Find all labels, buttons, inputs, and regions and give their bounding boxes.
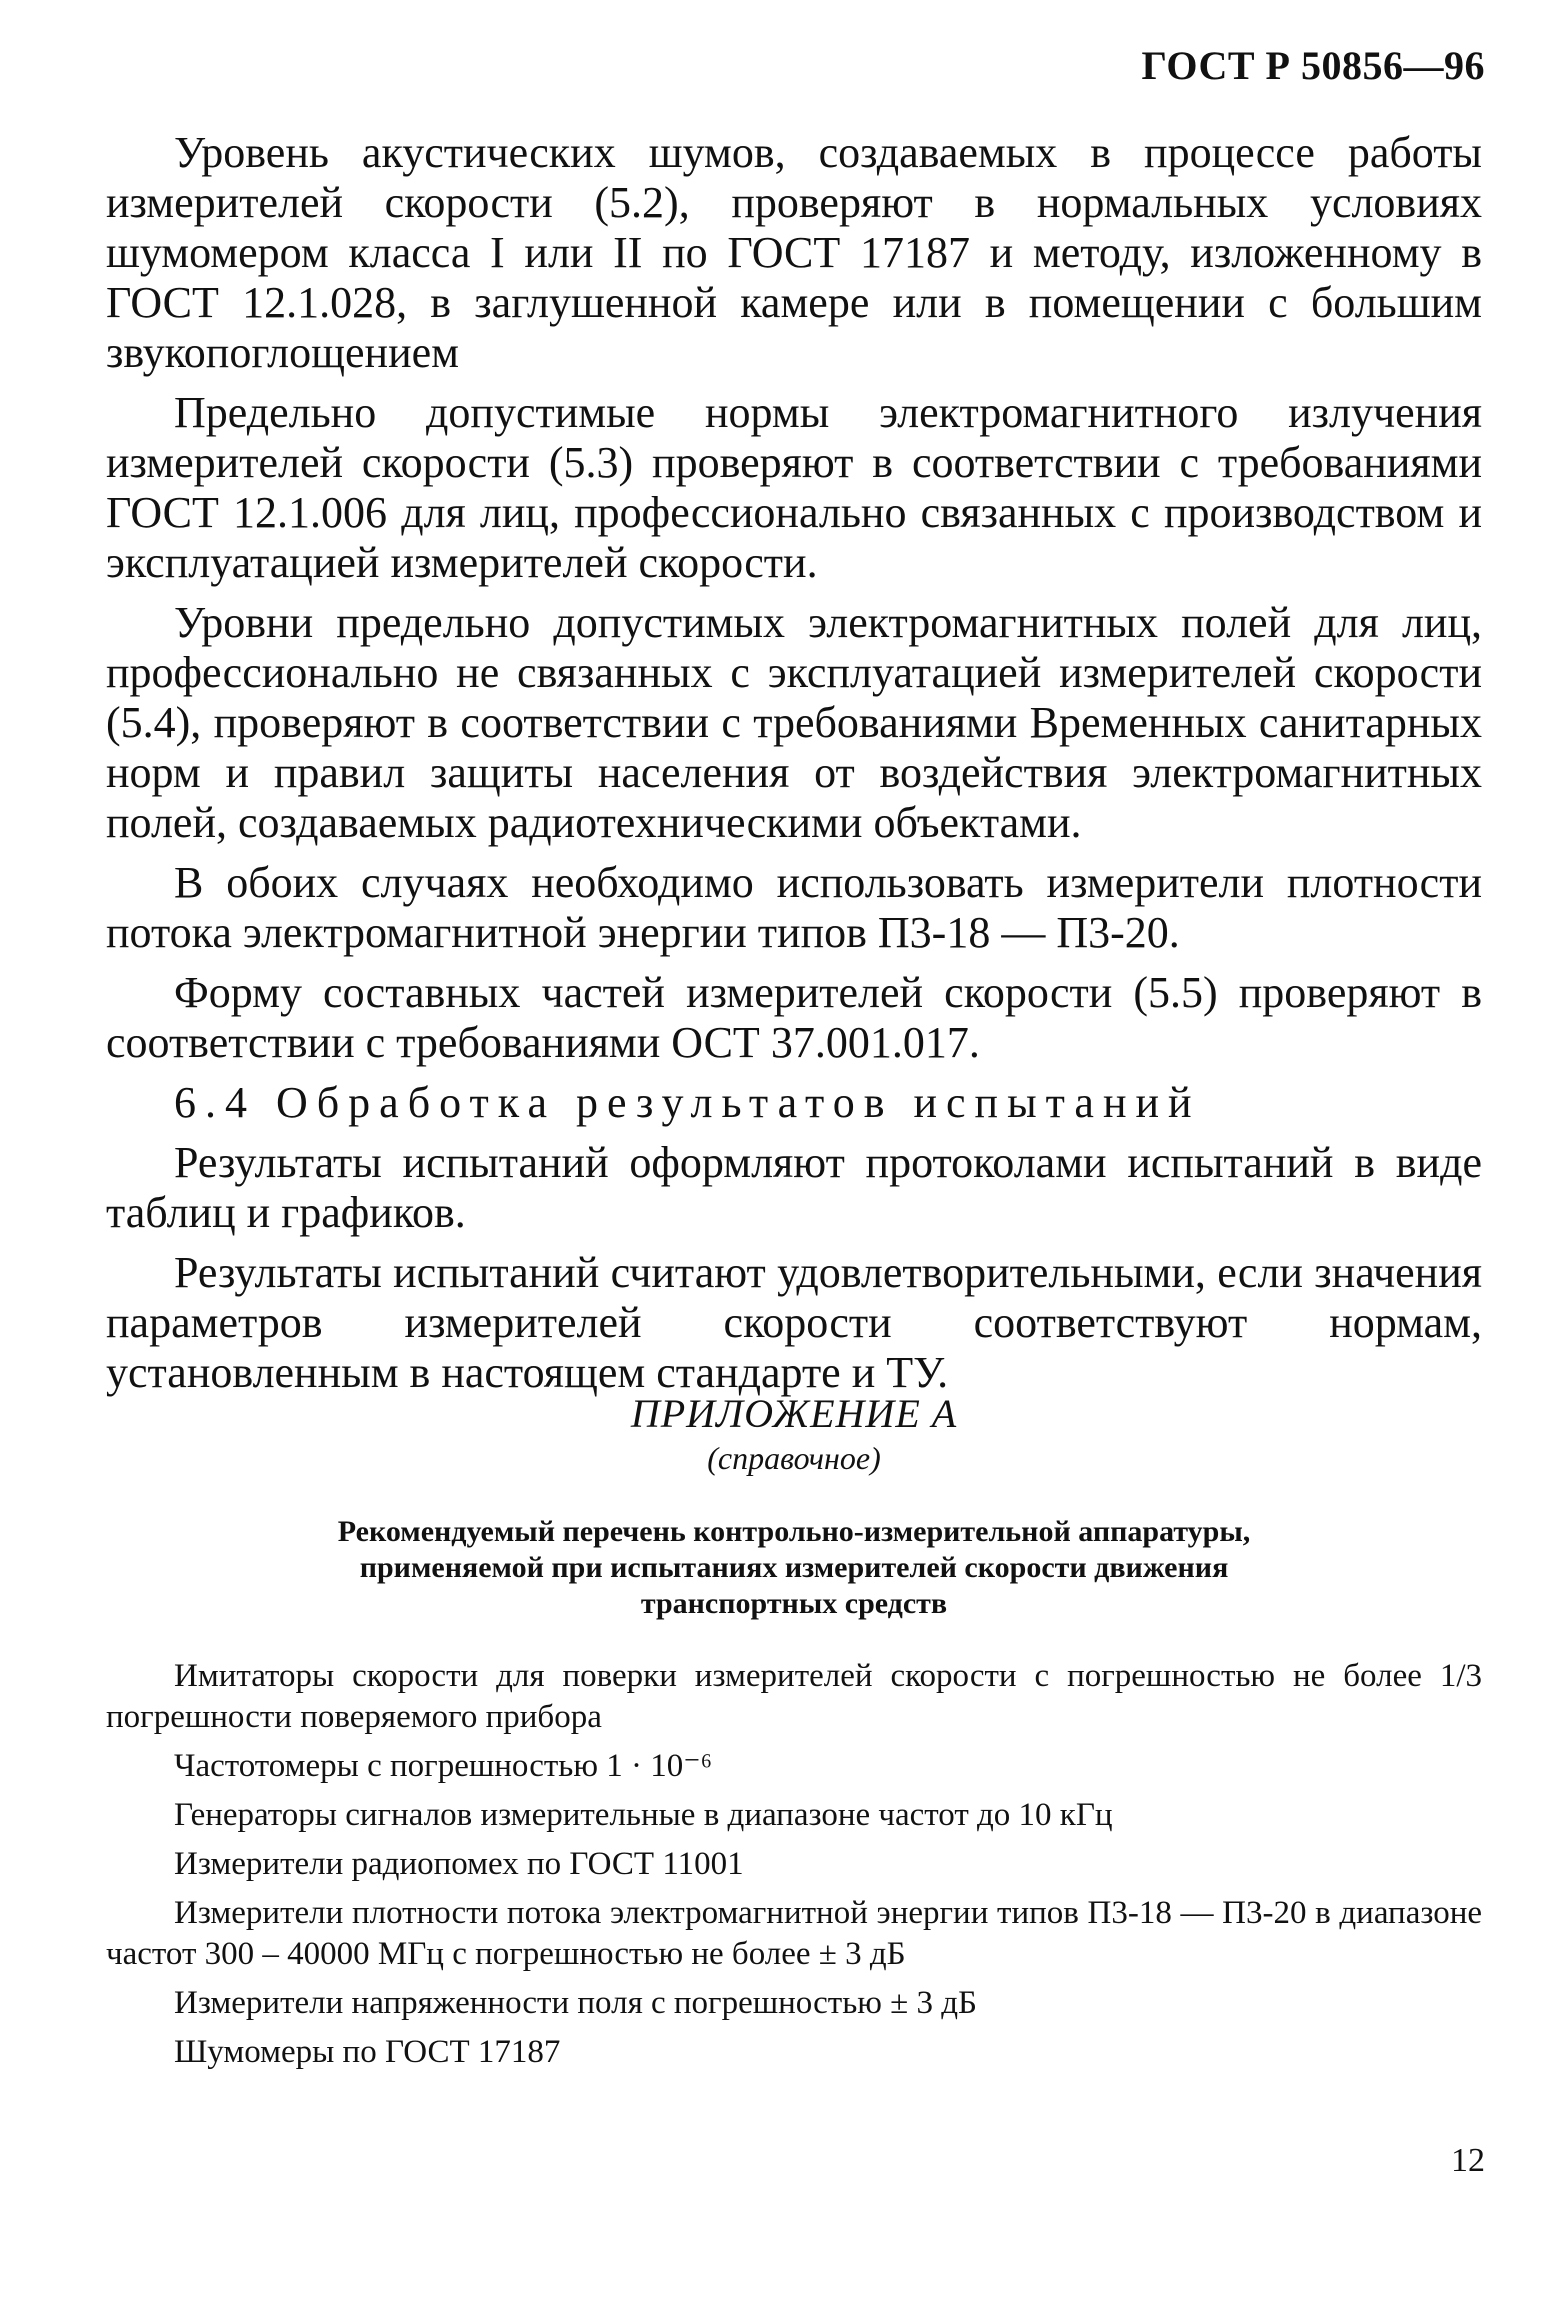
equipment-list [106, 1656, 1482, 2073]
paragraph-acoustic-noise: Уровень акустических шумов, создаваемых в процессе работы измерителей скорости (5.2), проверяют в нормальных условиях шумомером класса I или II по ГОСТ 17187 и методу, изложенному в ГОСТ 12.1.028, в заглушенной камере или в помещении с большим звукопоглощением [106, 128, 1482, 377]
document-code: ГОСТ Р 50856—96 [1141, 43, 1485, 88]
page-number: 12 [1451, 2142, 1485, 2179]
paragraph-em-radiation: Предельно допустимые нормы электромагнитного излучения измерителей скорости (5.3) проверяют в соответствии с требованиями ГОСТ 12.1.006 для лиц, профессионально связанных с производством и эксплуатацией измерителей скорости. [106, 388, 1482, 587]
list-item: Частотомеры с погрешностью 1 · 10⁻⁶ [174, 1748, 713, 1784]
list-item: Имитаторы скорости для поверки измерителей скорости с погрешностью не более 1/3 погрешности поверяемого прибора [106, 1658, 1482, 1735]
appendix [106, 1390, 1482, 2081]
paragraph-results-protocols: Результаты испытаний оформляют протоколами испытаний в виде таблиц и графиков. [106, 1138, 1482, 1237]
list-item: Измерители плотности потока электромагнитной энергии типов П3-18 — П3-20 в диапазоне частот 300 – 40000 МГц с погрешностью не более ± 3 дБ [106, 1895, 1482, 1972]
appendix-subtitle: (справочное) [707, 1440, 881, 1476]
list-item: Измерители напряженности поля с погрешностью ± 3 дБ [174, 1985, 978, 2021]
list-item: Генераторы сигналов измерительные в диапазоне частот до 10 кГц [174, 1797, 1113, 1833]
list-item: Шумомеры по ГОСТ 17187 [174, 2034, 561, 2070]
appendix-title: ПРИЛОЖЕНИЕ А [630, 1391, 958, 1436]
body-text [106, 128, 1482, 1408]
paragraph-form-check: Форму составных частей измерителей скорости (5.5) проверяют в соответствии с требованиями ОСТ 37.001.017. [106, 968, 1482, 1067]
paragraph-both-cases: В обоих случаях необходимо использовать измерители плотности потока электромагнитной энергии типов П3-18 — П3-20. [106, 858, 1482, 957]
paragraph-results-satisfactory: Результаты испытаний считают удовлетворительными, если значения параметров измерителей скорости соответствуют нормам, установленным в настоящем стандарте и ТУ. [106, 1248, 1482, 1397]
paragraph-em-fields: Уровни предельно допустимых электромагнитных полей для лиц, профессионально не связанных с эксплуатацией измерителей скорости (5.4), проверяют в соответствии с требованиями Временных санитарных норм и правил защиты населения от воздействия электромагнитных полей, создаваемых радиотехническими объектами. [106, 598, 1482, 847]
section-heading: 6.4 Обработка результатов испытаний [174, 1078, 1201, 1127]
list-item: Измерители радиопомех по ГОСТ 11001 [174, 1846, 744, 1882]
appendix-heading: Рекомендуемый перечень контрольно-измерительной аппаратуры, применяемой при испытаниях измерителей скорости движения транспортных средств [337, 1515, 1251, 1620]
